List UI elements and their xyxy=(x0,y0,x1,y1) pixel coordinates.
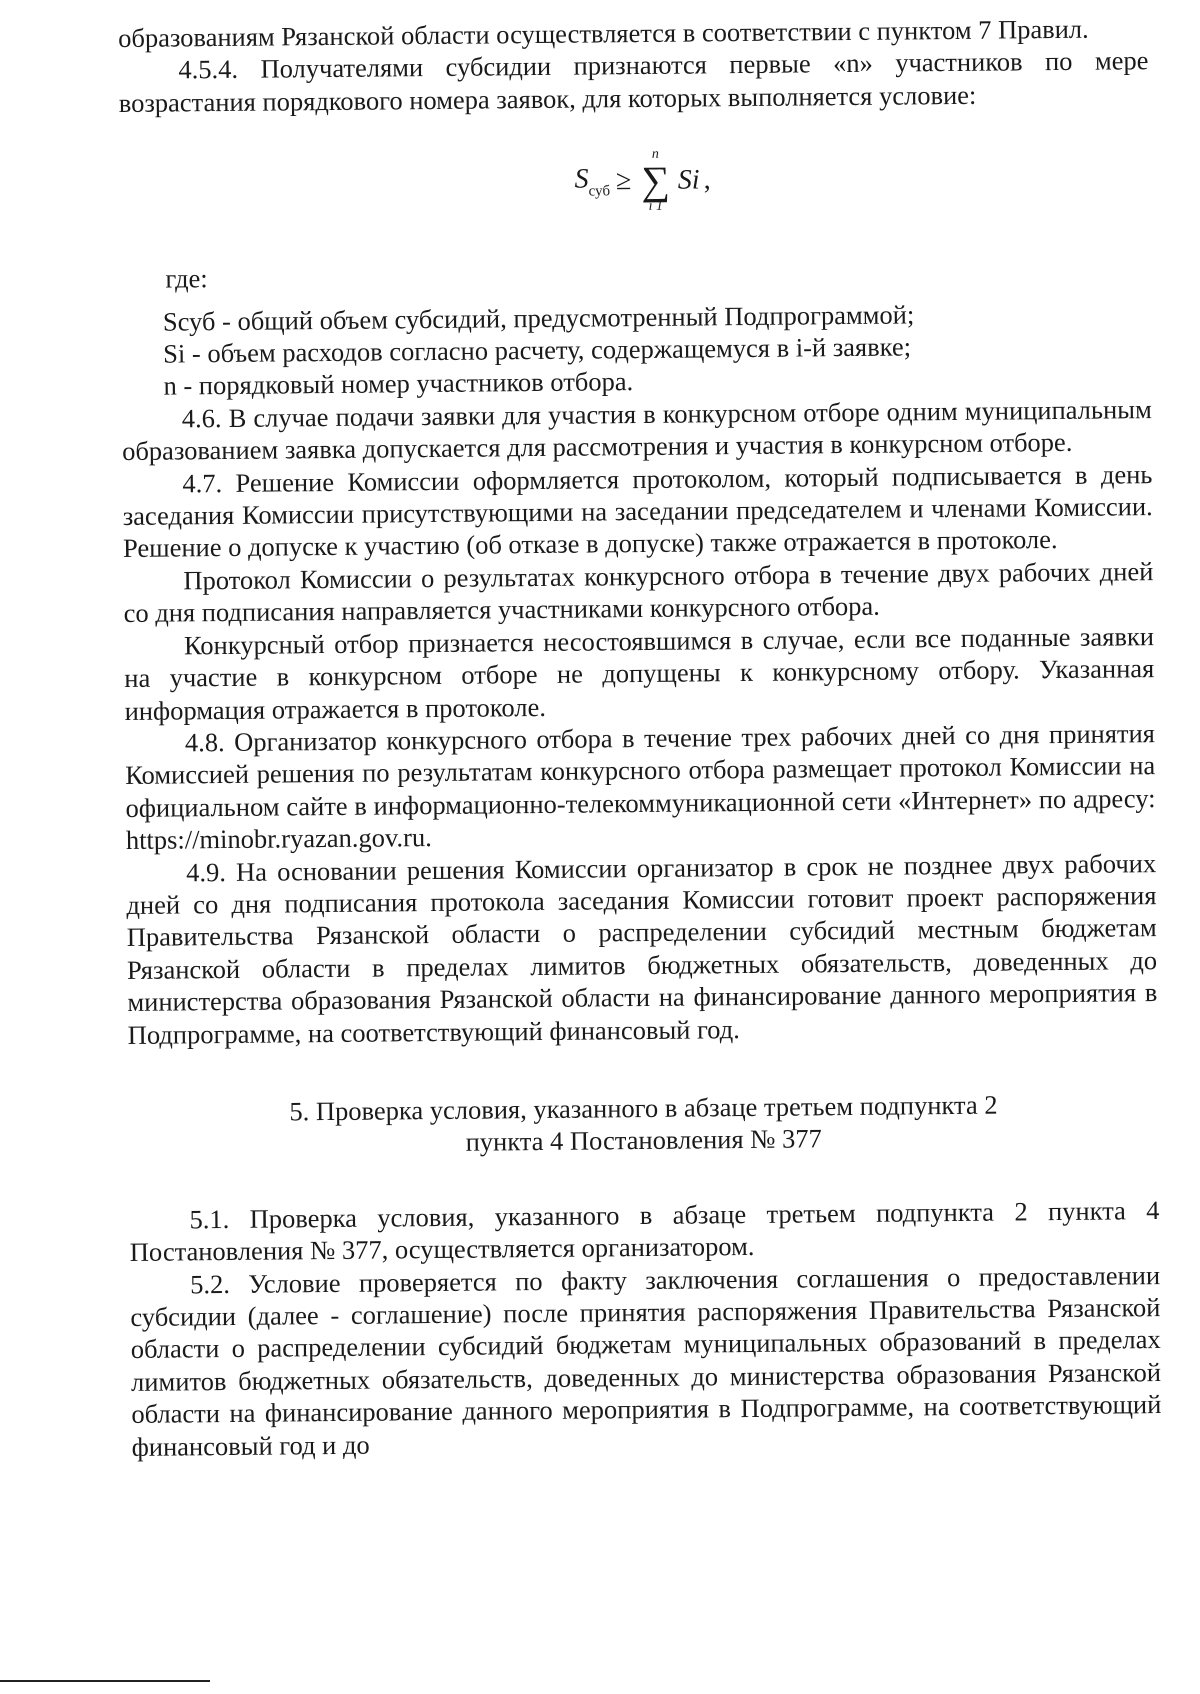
paragraph-4-8: 4.8. Организатор конкурсного отбора в течение трех рабочих дней со дня принятия Комиссией решения по результатам конкурсного отбора размещает протокол Комиссии на официальном сайте в информационно-телекоммуникационной сети «Интернет» по адресу: https://minobr.ryazan.gov.ru. xyxy=(125,717,1156,856)
formula-summand: Si xyxy=(677,164,700,196)
sum-lower-limit: i 1 xyxy=(648,198,664,215)
section-heading-line: пункта 4 Постановления № 377 xyxy=(465,1123,822,1158)
section-heading xyxy=(128,1087,1159,1162)
sigma-icon: ∑ xyxy=(641,157,671,204)
summation-symbol xyxy=(641,148,670,214)
sum-upper-limit: n xyxy=(651,147,659,163)
paragraph-failed-selection: Конкурсный отбор признается несостоявшимся в случае, если все поданные заявки на участие в конкурсном отборе не допущены к конкурсному отбору. Указанная информация отражается в протоколе. xyxy=(124,620,1155,726)
paragraph-protocol: Протокол Комиссии о результатах конкурсного отбора в течение двух рабочих дней со дня подписания направляется участниками конкурсного отбора. xyxy=(123,555,1154,629)
document-page xyxy=(118,12,1162,1463)
paragraph-continuation: образованиям Рязанской области осуществляется в соответствии с пунктом 7 Правил. xyxy=(118,13,1089,53)
formula-trailing: , xyxy=(703,164,711,196)
definition-item: Sсуб - общий объем субсидий, предусмотренный Подпрограммой; xyxy=(162,298,915,337)
paragraph-5-2: 5.2. Условие проверяется по факту заключения соглашения о предоставлении субсидии (далее - соглашение) после принятия распоряжения Правительства Рязанской области о распределении субсидий бюджетам муниципальных образований в пределах лимитов бюджетных обязательств, доведенных до министерства образования Рязанской области на финансирование данного мероприятия в Подпрограмме, на соответствующий финансовый год и до xyxy=(130,1259,1162,1462)
definition-item: Si - объем расходов согласно расчету, содержащемуся в i-й заявке; xyxy=(163,331,912,369)
paragraph-4-6: 4.6. В случае подачи заявки для участия в конкурсном отборе одним муниципальным образованием заявка допускается для рассмотрения и участия в конкурсном отборе. xyxy=(121,393,1152,467)
paragraph-5-1: 5.1. Проверка условия, указанного в абзаце третьем подпункта 2 пункта 4 Постановления № 377, осуществляется организатором. xyxy=(129,1194,1160,1268)
footer-divider xyxy=(0,1680,210,1682)
formula-lhs-subscript: суб xyxy=(588,183,611,200)
subsidy-formula xyxy=(119,109,1150,255)
section-heading-line: 5. Проверка условия, указанного в абзаце третьем подпункта 2 xyxy=(289,1089,998,1127)
where-label: где: xyxy=(165,263,208,294)
paragraph-4-7: 4.7. Решение Комиссии оформляется протоколом, который подписывается в день заседания Комиссии присутствующими на заседании председателем и членами Комиссии. Решение о допуске к участию (об отказе в допуске) также отражается в протоколе. xyxy=(122,458,1153,564)
formula-relation: ≥ xyxy=(615,165,632,197)
paragraph-4-9: 4.9. На основании решения Комиссии организатор в срок не позднее двух рабочих дней со дня подписания протокола заседания Комиссии готовит проект распоряжения Правительства Рязанской области о распределении субсидий местным бюджетам Рязанской области в пределах лимитов бюджетных обязательств, доведенных до министерства образования Рязанской области на финансирование данного мероприятия в Подпрограмме, на соответствующий финансовый год. xyxy=(126,847,1158,1050)
paragraph-4-5-4: 4.5.4. Получателями субсидии признаются первые «n» участников по мере возрастания порядкового номера заявок, для которых выполняется условие: xyxy=(118,45,1149,118)
formula-lhs: $S_{суб}$ xyxy=(574,163,611,200)
definition-item: n - порядковый номер участников отбора. xyxy=(163,366,634,402)
